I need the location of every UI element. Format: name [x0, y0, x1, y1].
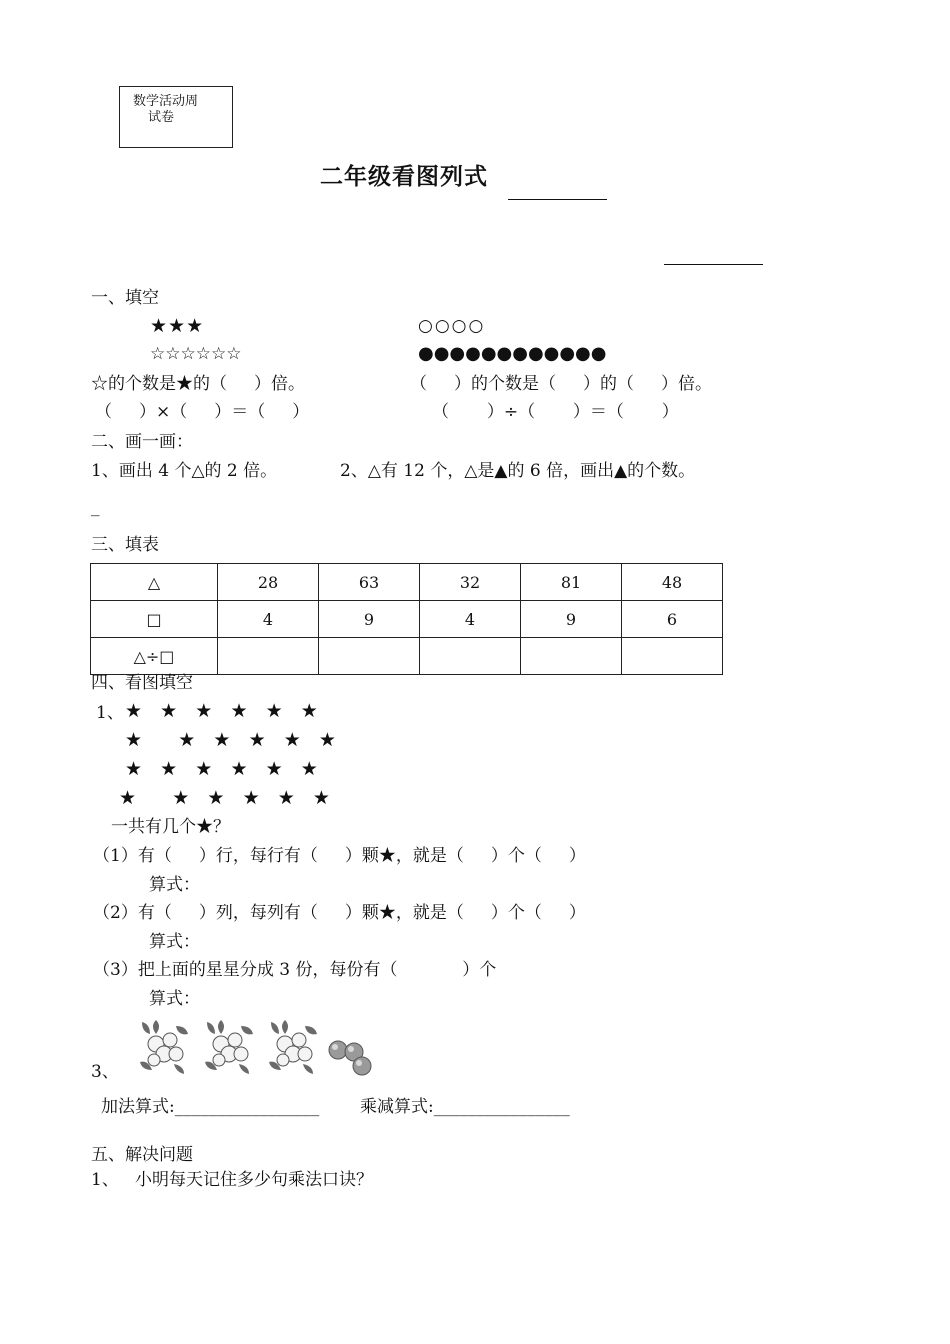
section-5-heading: 五、解决问题 — [91, 1145, 193, 1165]
apple-branch-illustration — [265, 1018, 321, 1076]
black-circles: ●●●●●●●●●●●● — [418, 343, 607, 364]
star-row-2: ★ ★ ★ ★ ★ ★ — [125, 729, 336, 751]
table-cell: 4 — [420, 601, 521, 638]
exam-stamp-box — [119, 86, 233, 148]
table-row — [91, 601, 723, 638]
section-3-heading: 三、填表 — [91, 535, 159, 555]
formula-label-2: 算式： — [149, 932, 200, 952]
fill-table — [90, 563, 723, 675]
section-1-heading: 一、填空 — [91, 288, 159, 308]
table-cell: 6 — [622, 601, 723, 638]
table-cell: 48 — [622, 564, 723, 601]
table-row — [91, 638, 723, 675]
sub-question-3: （3）把上面的星星分成 3 份，每份有（ ）个 — [93, 960, 497, 980]
table-answer-cell[interactable] — [319, 638, 420, 675]
problem-1: 1、 小明每天记住多少句乘法口诀？ — [91, 1170, 374, 1190]
item-1-number: 1、 — [96, 703, 124, 723]
apples-illustration — [326, 1036, 374, 1080]
star-row-4: ★ ★ ★ ★ ★ ★ — [119, 787, 330, 809]
star-row-1: ★ ★ ★ ★ ★ ★ — [125, 700, 318, 722]
table-cell: 4 — [218, 601, 319, 638]
table-cell: □ — [91, 601, 218, 638]
sub-question-1: （1）有（ ）行，每行有（ ）颗★，就是（ ）个（ ） — [93, 846, 586, 866]
sub-question-2: （2）有（ ）列，每列有（ ）颗★，就是（ ）个（ ） — [93, 903, 586, 923]
addition-formula-field[interactable]: 加法算式:_________________ — [101, 1097, 320, 1117]
stamp-line-1: 数学活动周 — [133, 94, 199, 109]
star-count-question: 一共有几个★？ — [111, 817, 230, 837]
question-ratio-right: （ ）的个数是（ ）的（ ）倍。 — [410, 374, 713, 394]
table-cell: 63 — [319, 564, 420, 601]
name-underline — [664, 264, 763, 265]
section-4-heading: 四、看图填空 — [91, 673, 193, 693]
stray-dash: _ — [91, 497, 100, 517]
title-underline — [508, 199, 607, 200]
table-cell: △÷□ — [91, 638, 218, 675]
apple-branch-illustration — [201, 1018, 257, 1076]
formula-label-3: 算式： — [149, 989, 200, 1009]
table-answer-cell[interactable] — [218, 638, 319, 675]
section-2-heading: 二、画一画： — [91, 432, 193, 452]
item-3-number: 3、 — [91, 1062, 119, 1082]
question-ratio-left: ☆的个数是★的（ ）倍。 — [91, 374, 306, 394]
white-circles: ○○○○ — [418, 316, 486, 336]
table-cell: 9 — [521, 601, 622, 638]
white-stars: ☆☆☆☆☆☆ — [150, 344, 242, 364]
equation-divide: （ ）÷（ ）＝（ ） — [432, 402, 679, 422]
table-cell: 32 — [420, 564, 521, 601]
star-row-3: ★ ★ ★ ★ ★ ★ — [125, 758, 318, 780]
table-cell: 9 — [319, 601, 420, 638]
multiplication-formula-field[interactable]: 乘减算式:________________ — [360, 1097, 570, 1117]
table-row — [91, 564, 723, 601]
formula-label-1: 算式： — [149, 875, 200, 895]
equation-multiply: （ ）×（ ）＝（ ） — [95, 402, 310, 422]
table-answer-cell[interactable] — [521, 638, 622, 675]
apple-branch-illustration — [136, 1018, 192, 1076]
draw-question-1: 1、画出 4 个△的 2 倍。 — [91, 461, 278, 481]
page-title: 二年级看图列式 — [320, 164, 488, 190]
table-cell: △ — [91, 564, 218, 601]
table-answer-cell[interactable] — [622, 638, 723, 675]
table-cell: 81 — [521, 564, 622, 601]
stamp-line-2: 试卷 — [148, 110, 175, 125]
table-cell: 28 — [218, 564, 319, 601]
table-answer-cell[interactable] — [420, 638, 521, 675]
black-stars: ★★★ — [150, 315, 205, 337]
draw-question-2: 2、△有 12 个，△是▲的 6 倍，画出▲的个数。 — [340, 461, 696, 481]
